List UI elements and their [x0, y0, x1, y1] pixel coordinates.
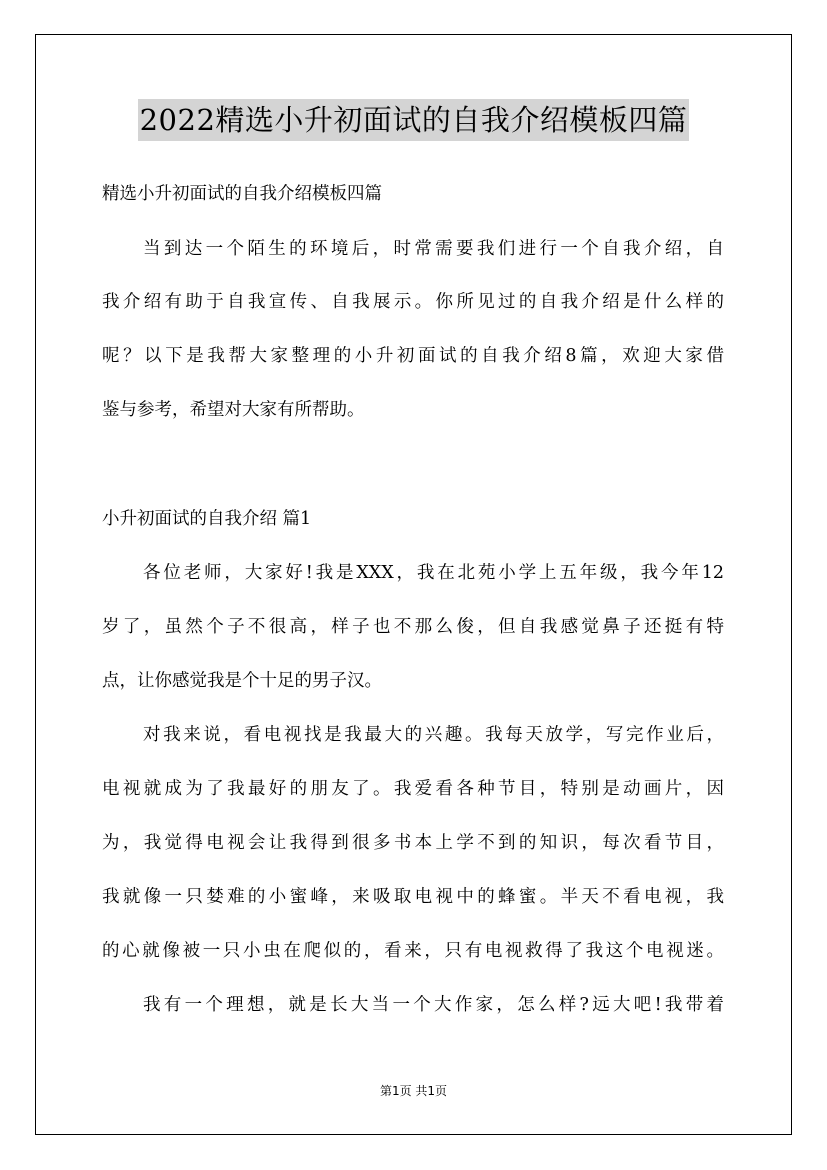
- document-subtitle: 精选小升初面试的自我介绍模板四篇: [102, 184, 382, 204]
- paragraph2-line-4: 我就像一只婪难的小蜜峰，来吸取电视中的蜂蜜。半天不看电视，我: [102, 887, 724, 907]
- paragraph1-line-1: 各位老师，大家好!我是XXX，我在北苑小学上五年级，我今年12: [143, 563, 724, 583]
- paragraph2-line-5: 的心就像被一只小虫在爬似的，看来，只有电视救得了我这个电视迷。: [102, 941, 724, 961]
- paragraph2-line-1: 对我来说，看电视找是我最大的兴趣。我每天放学，写完作业后，: [143, 725, 724, 745]
- intro-line-4: 鉴与参考，希望对大家有所帮助。: [102, 400, 365, 420]
- section-heading: 小升初面试的自我介绍 篇1: [102, 509, 312, 529]
- paragraph2-line-2: 电视就成为了我最好的朋友了。我爱看各种节目，特别是动画片，因: [102, 779, 724, 799]
- paragraph2-line-3: 为，我觉得电视会让我得到很多书本上学不到的知识，每次看节目，: [102, 833, 724, 853]
- intro-line-2: 我介绍有助于自我宣传、自我展示。你所见过的自我介绍是什么样的: [102, 292, 724, 312]
- paragraph1-line-2: 岁了，虽然个子不很高，样子也不那么俊，但自我感觉鼻子还挺有特: [102, 617, 724, 637]
- intro-line-3: 呢？以下是我帮大家整理的小升初面试的自我介绍8篇，欢迎大家借: [102, 346, 724, 366]
- intro-line-1: 当到达一个陌生的环境后，时常需要我们进行一个自我介绍，自: [143, 239, 724, 259]
- paragraph1-line-3: 点，让你感觉我是个十足的男子汉。: [102, 671, 382, 691]
- document-title: 2022精选小升初面试的自我介绍模板四篇: [138, 99, 690, 141]
- page-footer: 第1页 共1页: [379, 1084, 448, 1098]
- title-container: [0, 99, 827, 141]
- paragraph3-line-1: 我有一个理想，就是长大当一个大作家，怎么样?远大吧!我带着: [143, 995, 724, 1015]
